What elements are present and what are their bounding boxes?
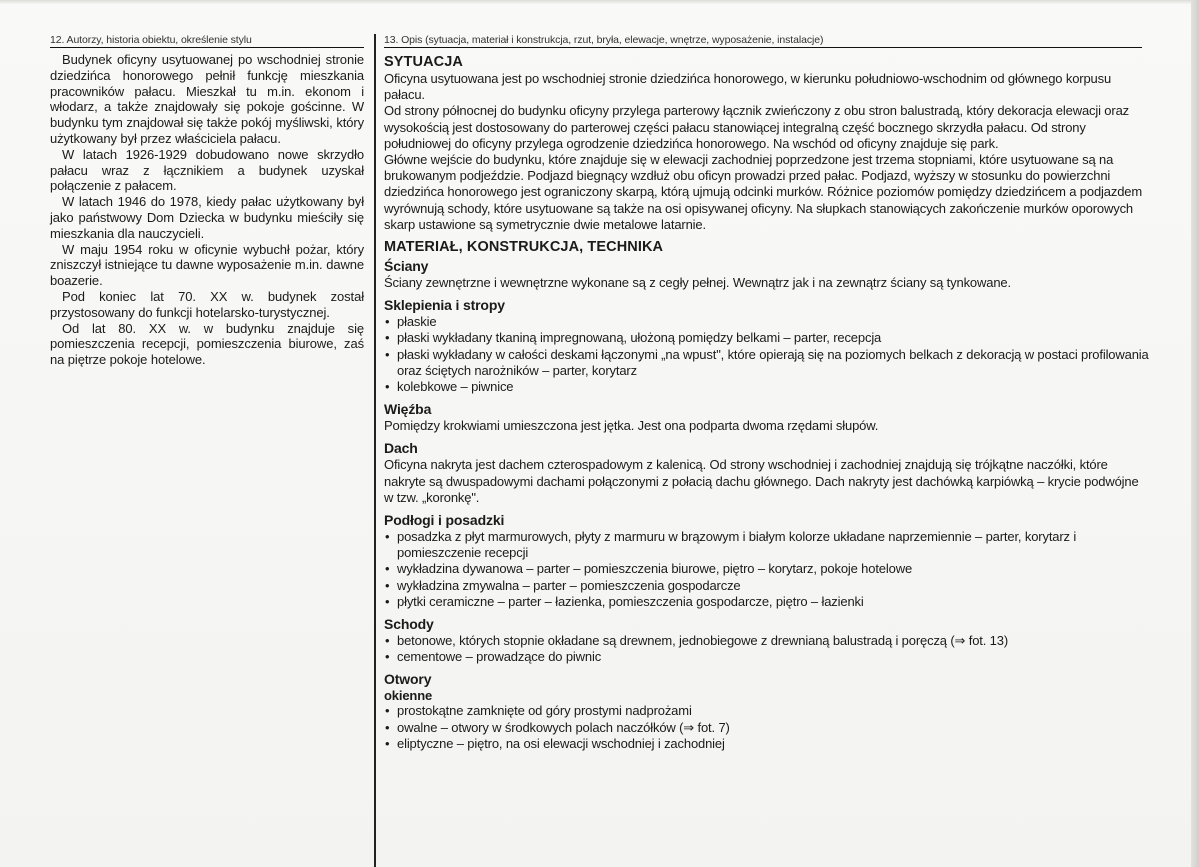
description-column-header: 13. Opis (sytuacja, materiał i konstrukcja, rzut, bryła, elewacje, wnętrze, wyposażenie, instalacje): [384, 34, 1142, 48]
subsection-title-otwory: Otwory: [384, 671, 432, 688]
podlogi-list: [384, 529, 1150, 610]
sytuacja-paragraph: Od strony północnej do budynku oficyny przylega parterowy łącznik zwieńczony z obu stron balustradą, który dekoracja elewacji oraz wysokością jest dostosowany do parterowej części pałacu stanowiącej integralną część bocznego skrzydła pałacu. Od strony południowej do oficyny przylega ogrodzenie dziedzińca honorowego. Na wschód od oficyny znajduje się park.: [384, 103, 1129, 151]
otwory-list: [384, 703, 1150, 752]
column-divider: [374, 34, 376, 867]
list-item: • eliptyczne – piętro, na osi elewacji wschodniej i zachodniej: [384, 736, 1150, 752]
history-column: [50, 34, 364, 368]
subsection-title-wiezba: Więźba: [384, 401, 432, 418]
list-item: • płaski wykładany w całości deskami łączonymi „na wpust", które opierają się na poziomych belkach z dekoracją w postaci profilowania oraz ściętych narożników – parter, korytarz: [384, 347, 1150, 379]
description-text: [384, 54, 1150, 752]
otwory-subtitle: okienne: [384, 688, 433, 704]
sytuacja-paragraph: Główne wejście do budynku, które znajduje się w elewacji zachodniej poprzedzone jest trzema stopniami, które usytuowane są na brukowanym podjeździe. Podjazd biegnący wzdłuż obu oficyn prowadzi przed pałac. Podjazd, wyższy w stosunku do powierzchni dziedzińca honorowego jest ograniczony skarpą, którą ujmują odcinki murków. Różnice poziomów pomiędzy dziedzińcem a podjazdem wyrównują schody, które usytuowane są także na osi opisywanej oficyny. Na słupkach stanowiących zakończenie murków oporowych skarp ustawione są symetrycznie dwie metalowe latarnie.: [384, 152, 1143, 232]
history-text: [50, 52, 364, 368]
sciany-text: Ściany zewnętrzne i wewnętrzne wykonane są z cegły pełnej. Wewnątrz jak i na zewnątrz ściany są tynkowane.: [384, 275, 1011, 291]
subsection-title-sklepienia: Sklepienia i stropy: [384, 297, 505, 314]
wiezba-text: Pomiędzy krokwiami umieszczona jest jętka. Jest ona podparta dwoma rzędami słupów.: [384, 418, 879, 434]
list-item: • prostokątne zamknięte od góry prostymi nadprożami: [384, 703, 1150, 719]
history-paragraph: Budynek oficyny usytuowanej po wschodniej stronie dziedzińca honorowego pełnił funkcję mieszkania pracowników pałacu. Mieszkał tu m.in. ekonom i włodarz, a także znajdowały się pokoje gościnne. W budynku tym znajdował się także pokój myśliwski, który użytkowany był przez właściciela pałacu.: [50, 52, 364, 146]
history-paragraph: Od lat 80. XX w. w budynku znajduje się pomieszczenia recepcji, pomieszczenia biurowe, zaś na piętrze pokoje hotelowe.: [50, 320, 364, 368]
list-item: • płytki ceramiczne – parter – łazienka, pomieszczenia gospodarcze, piętro – łazienki: [384, 594, 1150, 610]
sklepienia-list: [384, 314, 1150, 395]
schody-list: [384, 633, 1150, 665]
section-title-material: MATERIAŁ, KONSTRUKCJA, TECHNIKA: [384, 239, 664, 256]
page-edge-top: [0, 0, 1199, 4]
list-item: • wykładzina zmywalna – parter – pomieszczenia gospodarcze: [384, 578, 1150, 594]
page-edge-right: [1191, 0, 1199, 867]
history-paragraph: W maju 1954 roku w oficynie wybuchł pożar, który zniszczył istniejące tu dawne wyposażenie m.in. dawne boazerie.: [50, 241, 364, 289]
list-item: • kolebkowe – piwnice: [384, 379, 1150, 395]
history-column-header: 12. Autorzy, historia obiektu, określenie stylu: [50, 34, 364, 48]
list-item: • płaskie: [384, 314, 1150, 330]
section-title-sytuacja: SYTUACJA: [384, 54, 463, 70]
list-item: • posadzka z płyt marmurowych, płyty z marmuru w brązowym i białym kolorze układane naprzemiennie – parter, korytarz i pomieszczenie recepcji: [384, 529, 1150, 561]
subsection-title-schody: Schody: [384, 616, 434, 633]
history-paragraph: W latach 1926-1929 dobudowano nowe skrzydło pałacu wraz z łącznikiem a budynek uzyskał połączenie z pałacem.: [50, 146, 364, 194]
history-paragraph: W latach 1946 do 1978, kiedy pałac użytkowany był jako państwowy Dom Dziecka w budynku mieściły się mieszkania dla nauczycieli.: [50, 194, 364, 241]
list-item: • owalne – otwory w środkowych polach naczółków (⇒ fot. 7): [384, 720, 1150, 736]
history-paragraph: Pod koniec lat 70. XX w. budynek został przystosowany do funkcji hotelarsko-turystycznej.: [50, 288, 364, 320]
subsection-title-podlogi: Podłogi i posadzki: [384, 512, 505, 529]
subsection-title-sciany: Ściany: [384, 258, 429, 275]
list-item: • wykładzina dywanowa – parter – pomieszczenia biurowe, piętro – korytarz, pokoje hotelowe: [384, 561, 1150, 577]
description-column: [384, 34, 1150, 752]
dach-text: Oficyna nakryta jest dachem czterospadowym z kalenicą. Od strony wschodniej i zachodniej znajdują się trójkątne naczółki, które nakryte są dwuspadowymi dachami połączonymi z połacią dachu głównego. Dach nakryty jest dachówką karpiówką – krycie podwójne w tzw. „koronkę".: [384, 457, 1139, 505]
sytuacja-paragraph: Oficyna usytuowana jest po wschodniej stronie dziedzińca honorowego, w kierunku południowo-wschodnim od głównego korpusu pałacu.: [384, 71, 1112, 103]
subsection-title-dach: Dach: [384, 440, 418, 457]
list-item: • betonowe, których stopnie okładane są drewnem, jednobiegowe z drewnianą balustradą i poręczą (⇒ fot. 13): [384, 633, 1150, 649]
list-item: • cementowe – prowadzące do piwnic: [384, 649, 1150, 665]
list-item: • płaski wykładany tkaniną impregnowaną, ułożoną pomiędzy belkami – parter, recepcja: [384, 330, 1150, 346]
